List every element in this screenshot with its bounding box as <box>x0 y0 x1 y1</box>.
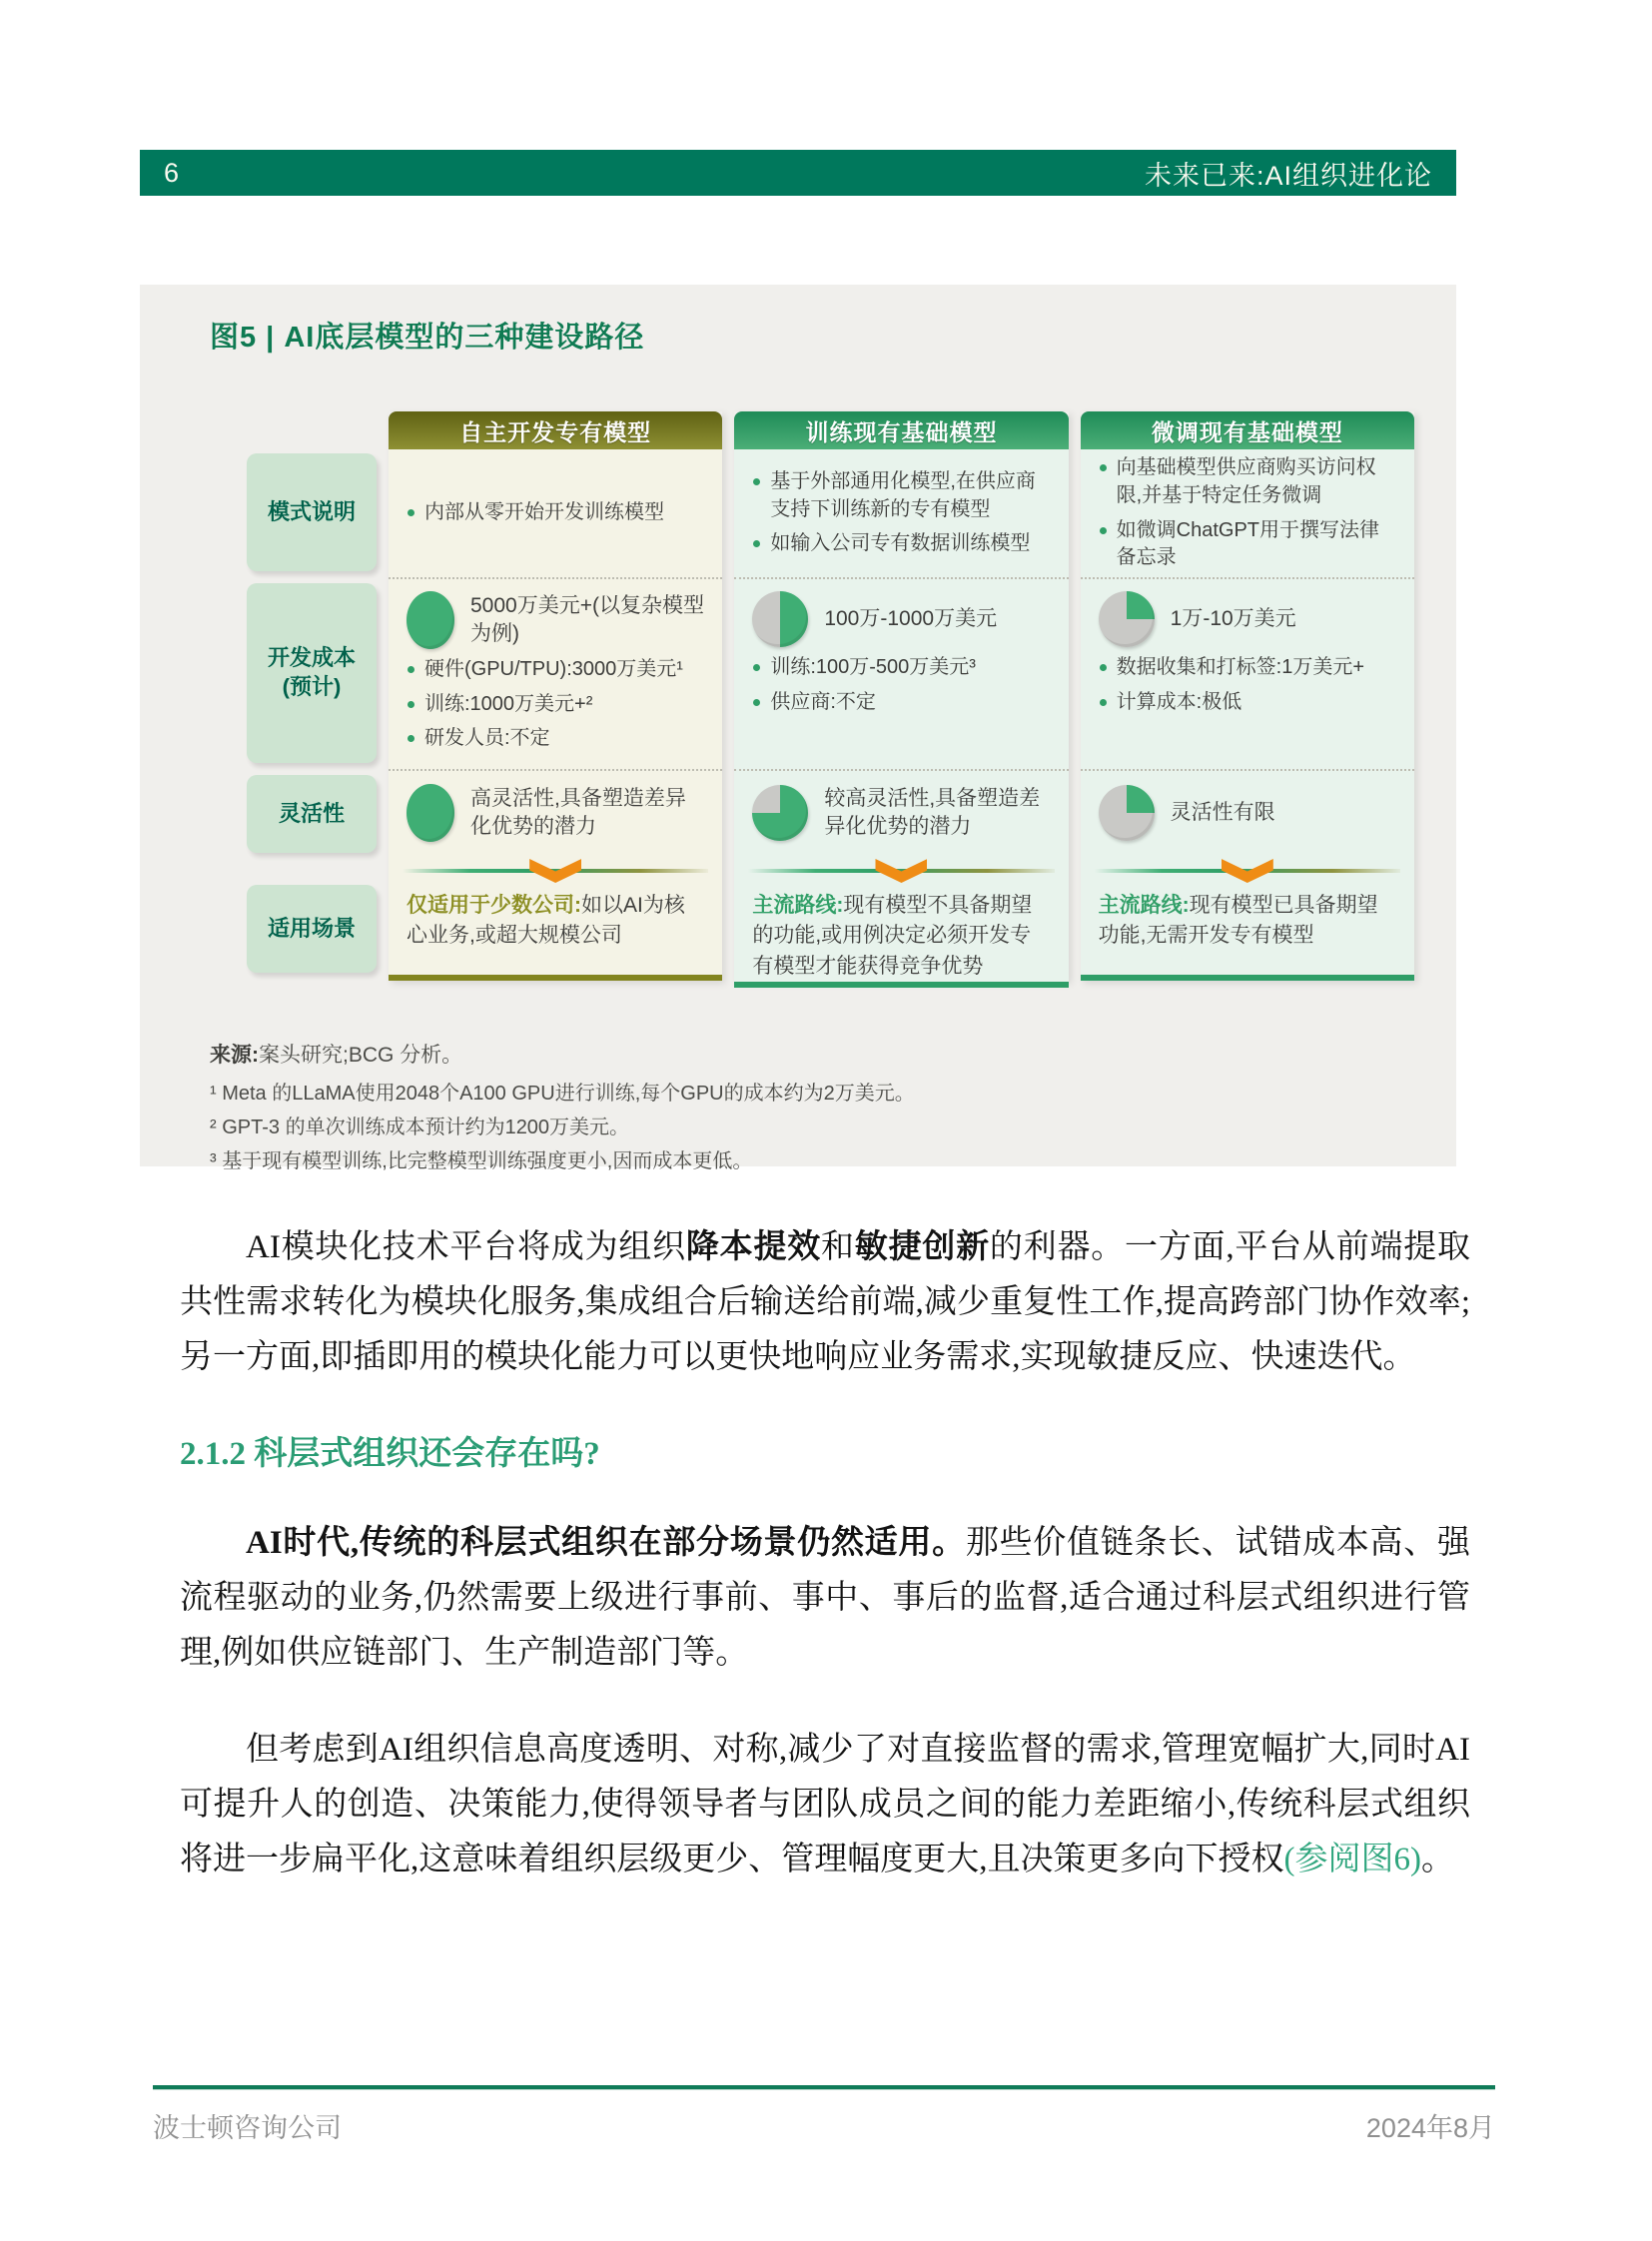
footer-date: 2024年8月 <box>1365 2113 1495 2143</box>
scenario-lead: 主流路线: <box>752 894 844 917</box>
report-title: 未来已来:AI组织进化论 <box>1144 160 1432 191</box>
source-text: 案头研究;BCG 分析。 <box>259 1044 463 1067</box>
mode-cell <box>734 449 1068 579</box>
mode-cell <box>1081 449 1414 579</box>
paragraph-flattening: 但考虑到AI组织信息高度透明、对称,减少了对直接监督的需求,管理宽幅扩大,同时AI可提升人的创造、决策能力,使得领导者与团队成员之间的能力差距缩小,传统科层式组织将进一步扁平化,这意味着组织层级更少、管理幅度更大,且决策更多向下授权(参阅图6)。 <box>180 1732 1470 1877</box>
figure-6-crossref: (参阅图6) <box>1283 1842 1421 1877</box>
footer-rule <box>153 2085 1495 2090</box>
paragraph-hierarchy-fit: AI时代,传统的科层式组织在部分场景仍然适用。那些价值链条长、试错成本高、强流程驱动的业务,仍然需要上级进行事前、事中、事后的监督,适合通过科层式组织进行管理,例如供应链部门、生产制造部门等。 <box>180 1525 1470 1671</box>
row-label-mode: 模式说明 <box>247 453 377 571</box>
row-label-column <box>247 411 377 981</box>
footnote-2: ² GPT-3 的单次训练成本预计约为1200万美元。 <box>210 1117 630 1138</box>
figure-5 <box>140 285 1456 1172</box>
path-column-self-develop <box>389 411 722 981</box>
body-content <box>180 1220 1470 1887</box>
scenario-text: 现有模型已具备期望功能,无需开发专有模型 <box>1098 894 1378 948</box>
flexibility-cell <box>1081 771 1414 861</box>
flexibility-pie-icon <box>407 784 454 842</box>
flexibility-text: 高灵活性,具备塑造差异化优势的潜力 <box>470 786 686 838</box>
flexibility-text: 灵活性有限 <box>1170 800 1275 824</box>
chevron-divider <box>403 861 708 881</box>
cost-headline: 100万-1000万美元 <box>824 606 998 630</box>
cost-cell <box>389 579 722 771</box>
source-line <box>210 1039 1416 1069</box>
scenario-cell <box>1081 881 1414 975</box>
bullet-item: 训练:100万-500万美元³ <box>752 654 1050 682</box>
path-column-finetune-existing <box>1081 411 1414 981</box>
bullet-item: 数据收集和打标签:1万美元+ <box>1099 654 1396 682</box>
figure-title: 图5 | AI底层模型的三种建设路径 <box>210 322 645 354</box>
figure-footnotes <box>210 1039 1416 1178</box>
bullet-item: 训练:1000万美元+² <box>407 691 704 719</box>
cost-cell <box>1081 579 1414 771</box>
scenario-text: 现有模型不具备期望的功能,或用例决定必须开发专有模型才能获得竞争优势 <box>752 894 1033 978</box>
column-header: 微调现有基础模型 <box>1081 411 1414 449</box>
flexibility-pie-icon <box>752 785 808 841</box>
comparison-table <box>247 411 1414 981</box>
page-header-bar <box>140 150 1456 196</box>
mode-cell <box>389 449 722 579</box>
source-label: 来源: <box>210 1044 259 1067</box>
flexibility-text: 较高灵活性,具备塑造差异化优势的潜力 <box>824 786 1041 838</box>
scenario-lead: 主流路线: <box>1098 894 1190 917</box>
page-number: 6 <box>164 157 180 188</box>
chevron-divider <box>748 861 1054 881</box>
scenario-text: 如以AI为核心业务,或超大规模公司 <box>407 894 685 948</box>
bullet-item: 计算成本:极低 <box>1099 689 1396 717</box>
scenario-cell <box>734 881 1068 982</box>
row-label-cost: 开发成本 (预计) <box>247 583 377 763</box>
flexibility-pie-icon <box>1099 785 1155 841</box>
footnote-3: ³ 基于现有模型训练,比完整模型训练强度更小,因而成本更低。 <box>210 1150 753 1172</box>
paragraph-platform: AI模块化技术平台将成为组织降本提效和敏捷创新的利器。一方面,平台从前端提取共性需求转化为模块化服务,集成组合后输送给前端,减少重复性工作,提高跨部门协作效率;另一方面,即插即用的模块化能力可以更快地响应业务需求,实现敏捷反应、快速迭代。 <box>180 1229 1471 1375</box>
bullet-item: 向基础模型供应商购买访问权限,并基于特定任务微调 <box>1099 454 1396 509</box>
column-header: 自主开发专有模型 <box>389 411 722 449</box>
path-column-train-existing <box>734 411 1068 981</box>
footer-company: 波士顿咨询公司 <box>153 2113 342 2143</box>
bullet-item: 如输入公司专有数据训练模型 <box>752 530 1050 558</box>
flexibility-cell <box>734 771 1068 861</box>
flexibility-cell <box>389 771 722 861</box>
cost-pie-icon <box>1099 591 1155 647</box>
bullet-item: 研发人员:不定 <box>407 725 704 753</box>
scenario-cell <box>389 881 722 975</box>
scenario-lead: 仅适用于少数公司: <box>407 894 581 917</box>
chevron-divider <box>1095 861 1400 881</box>
cost-pie-icon <box>407 591 454 649</box>
label-header-spacer <box>247 411 377 449</box>
bullet-item: 如微调ChatGPT用于撰写法律备忘录 <box>1099 517 1396 572</box>
bullet-item: 硬件(GPU/TPU):3000万美元¹ <box>407 656 704 684</box>
bullet-item: 内部从零开始开发训练模型 <box>407 499 704 527</box>
row-label-flexibility: 灵活性 <box>247 775 377 853</box>
section-heading-212: 2.1.2 科层式组织还会存在吗? <box>180 1436 600 1472</box>
cost-headline: 1万-10万美元 <box>1170 606 1296 630</box>
bullet-item: 供应商:不定 <box>752 689 1050 717</box>
column-header: 训练现有基础模型 <box>734 411 1068 449</box>
footnote-1: ¹ Meta 的LLaMA使用2048个A100 GPU进行训练,每个GPU的成本约为2万美元。 <box>210 1083 915 1105</box>
cost-pie-icon <box>752 591 808 647</box>
page-footer <box>153 2085 1495 2145</box>
bullet-item: 基于外部通用化模型,在供应商支持下训练新的专有模型 <box>752 468 1050 523</box>
cost-cell <box>734 579 1068 771</box>
cost-headline: 5000万美元+(以复杂模型为例) <box>470 593 704 645</box>
row-label-scenario: 适用场景 <box>247 885 377 973</box>
